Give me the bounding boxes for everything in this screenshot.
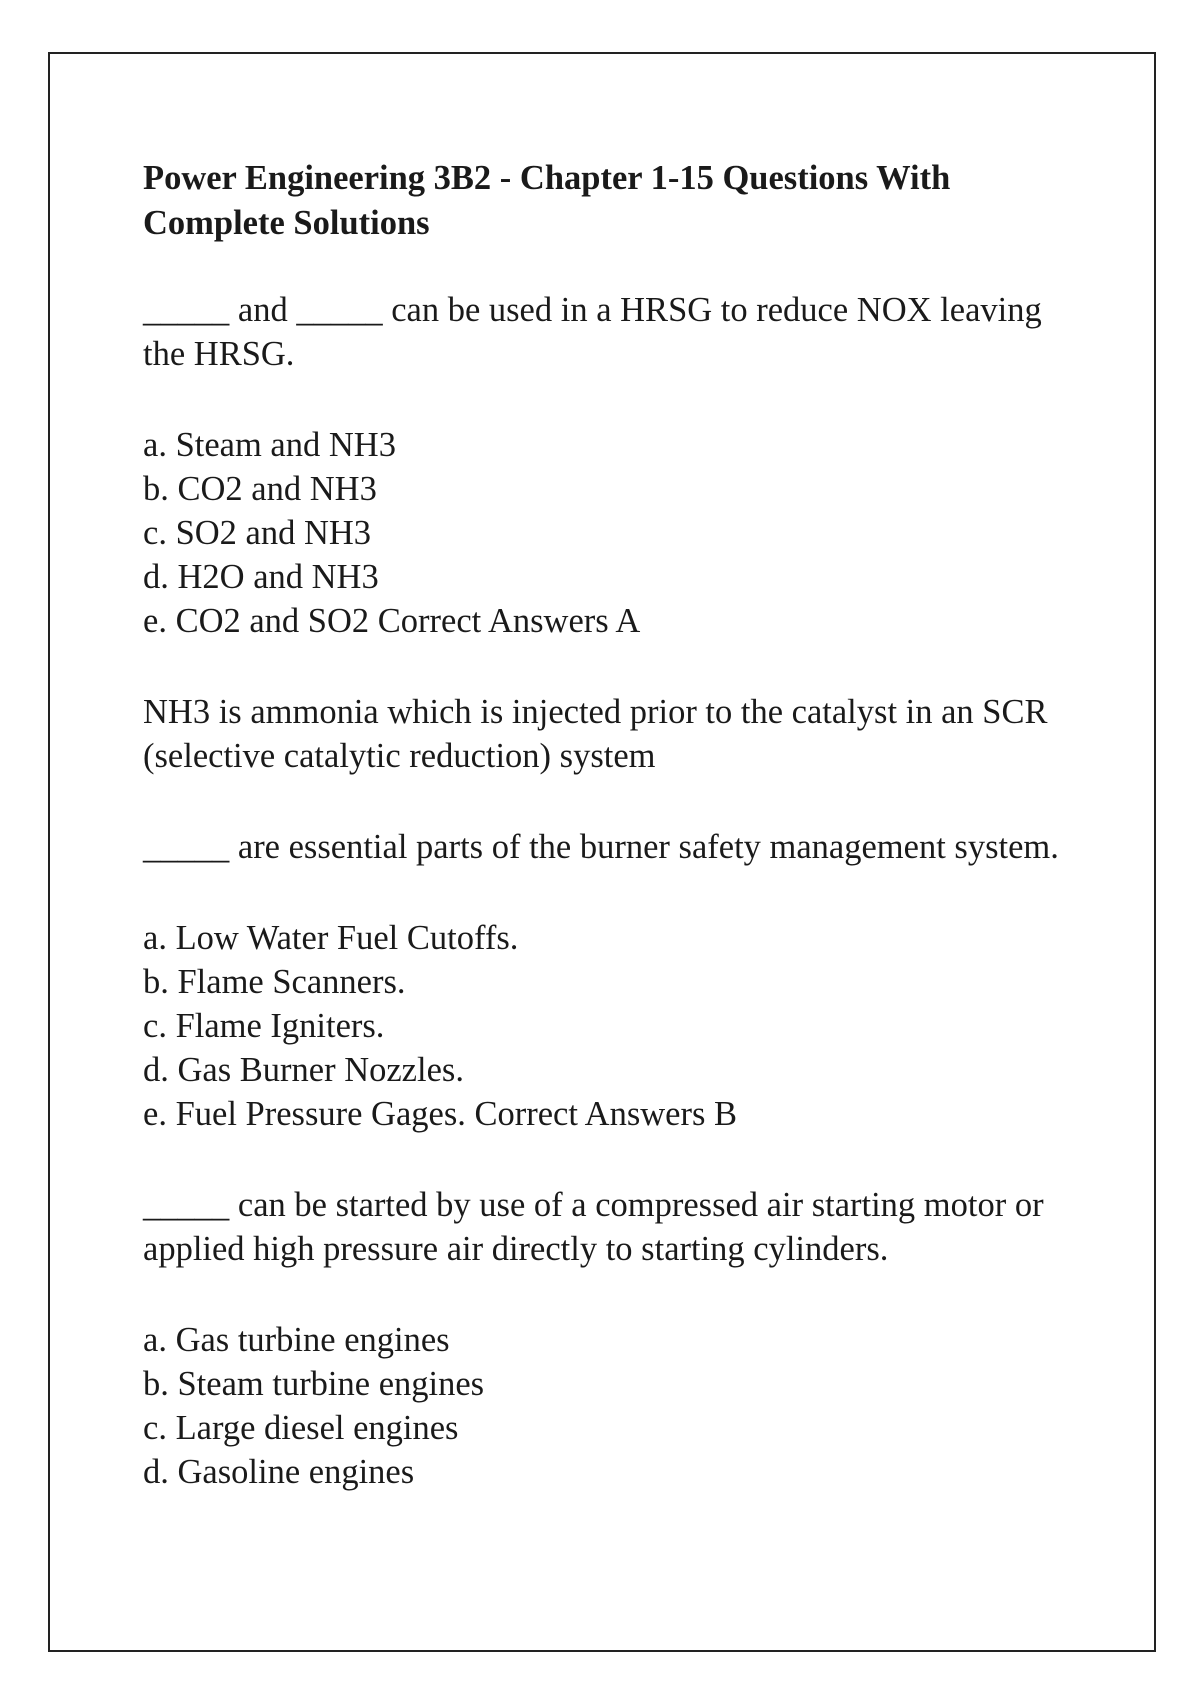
question-1-option-b: b. CO2 and NH3 [143, 470, 377, 508]
question-1-explanation: NH3 is ammonia which is injected prior to the catalyst in an SCR (selective catalytic reduction) system [143, 693, 1048, 775]
document-title: Power Engineering 3B2 - Chapter 1-15 Questions With Complete Solutions [143, 159, 951, 242]
question-2-option-a: a. Low Water Fuel Cutoffs. [143, 919, 519, 957]
document-body [143, 156, 1063, 1494]
question-3-option-b: b. Steam turbine engines [143, 1365, 485, 1403]
question-2-text: _____ are essential parts of the burner safety management system. [143, 828, 1059, 866]
question-1-option-c: c. SO2 and NH3 [143, 514, 372, 552]
question-1-option-d: d. H2O and NH3 [143, 558, 379, 596]
question-1-options [143, 423, 1063, 643]
question-1-text: _____ and _____ can be used in a HRSG to reduce NOX leaving the HRSG. [143, 291, 1042, 373]
question-3-option-a: a. Gas turbine engines [143, 1321, 450, 1359]
question-2-option-c: c. Flame Igniters. [143, 1007, 385, 1045]
question-3-option-d: d. Gasoline engines [143, 1453, 415, 1491]
question-2-option-e: e. Fuel Pressure Gages. Correct Answers B [143, 1095, 738, 1133]
question-3-option-c: c. Large diesel engines [143, 1409, 459, 1447]
question-1-option-a: a. Steam and NH3 [143, 426, 396, 464]
question-3-text: _____ can be started by use of a compressed air starting motor or applied high pressure air directly to starting cylinders. [143, 1186, 1044, 1268]
question-2-option-b: b. Flame Scanners. [143, 963, 406, 1001]
question-1-option-e: e. CO2 and SO2 Correct Answers A [143, 602, 641, 640]
question-2-option-d: d. Gas Burner Nozzles. [143, 1051, 464, 1089]
question-2-options [143, 916, 1063, 1136]
question-3-options [143, 1318, 1063, 1494]
